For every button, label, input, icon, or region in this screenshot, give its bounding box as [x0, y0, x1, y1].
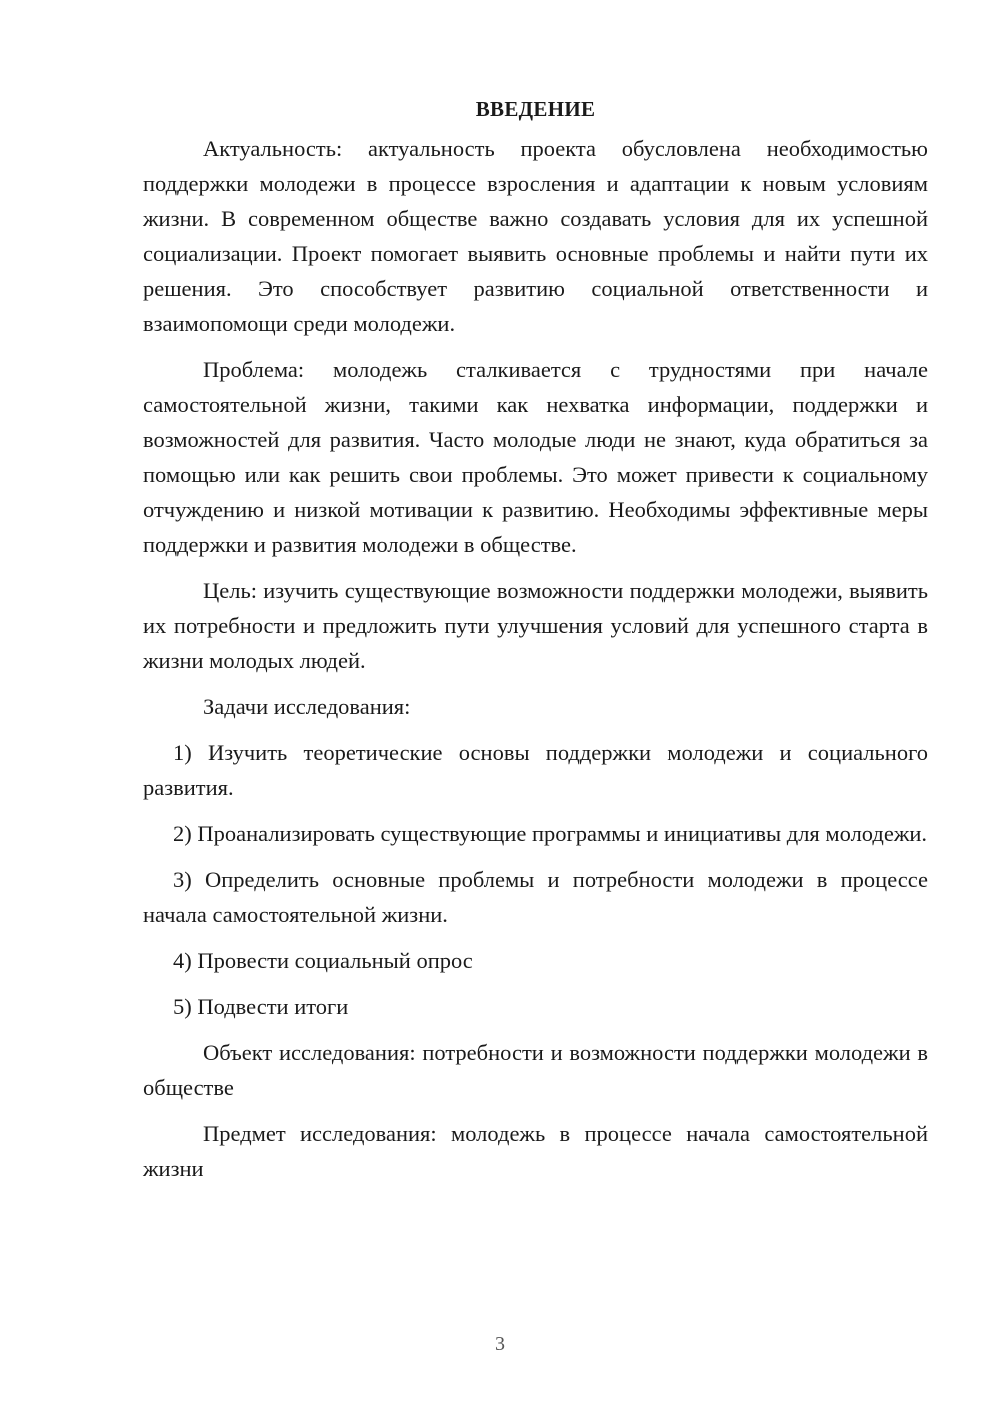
task-item-4: 4) Провести социальный опрос: [173, 948, 473, 973]
task-item-3: 3) Определить основные проблемы и потребности молодежи в процессе начала самостоятельной жизни.: [143, 867, 928, 927]
task-item-5: 5) Подвести итоги: [173, 994, 349, 1019]
task-item-2: 2) Проанализировать существующие программы и инициативы для молодежи.: [173, 821, 928, 846]
page-number: 3: [495, 1333, 505, 1355]
goal-paragraph: Цель: изучить существующие возможности поддержки молодежи, выявить их потребности и предложить пути улучшения условий для успешного старта в жизни молодых людей.: [143, 578, 928, 673]
section-title: ВВЕДЕНИЕ: [475, 97, 596, 121]
problem-paragraph: Проблема: молодежь сталкивается с трудностями при начале самостоятельной жизни, такими как нехватка информации, поддержки и возможностей для развития. Часто молодые люди не знают, куда обратиться за помощью или как решить свои проблемы. Это может привести к социальному отчуждению и низкой мотивации к развитию. Необходимы эффективные меры поддержки и развития молодежи в обществе.: [143, 357, 928, 557]
document-page: [143, 92, 928, 1197]
object-paragraph: Объект исследования: потребности и возможности поддержки молодежи в обществе: [143, 1040, 928, 1100]
subject-paragraph: Предмет исследования: молодежь в процессе начала самостоятельной жизни: [143, 1121, 928, 1181]
tasks-heading: Задачи исследования:: [203, 694, 411, 719]
relevance-paragraph: Актуальность: актуальность проекта обусловлена необходимостью поддержки молодежи в процессе взросления и адаптации к новым условиям жизни. В современном обществе важно создавать условия для их успешной социализации. Проект помогает выявить основные проблемы и найти пути их решения. Это способствует развитию социальной ответственности и взаимопомощи среди молодежи.: [143, 136, 928, 336]
task-item-1: 1) Изучить теоретические основы поддержки молодежи и социального развития.: [143, 740, 928, 800]
